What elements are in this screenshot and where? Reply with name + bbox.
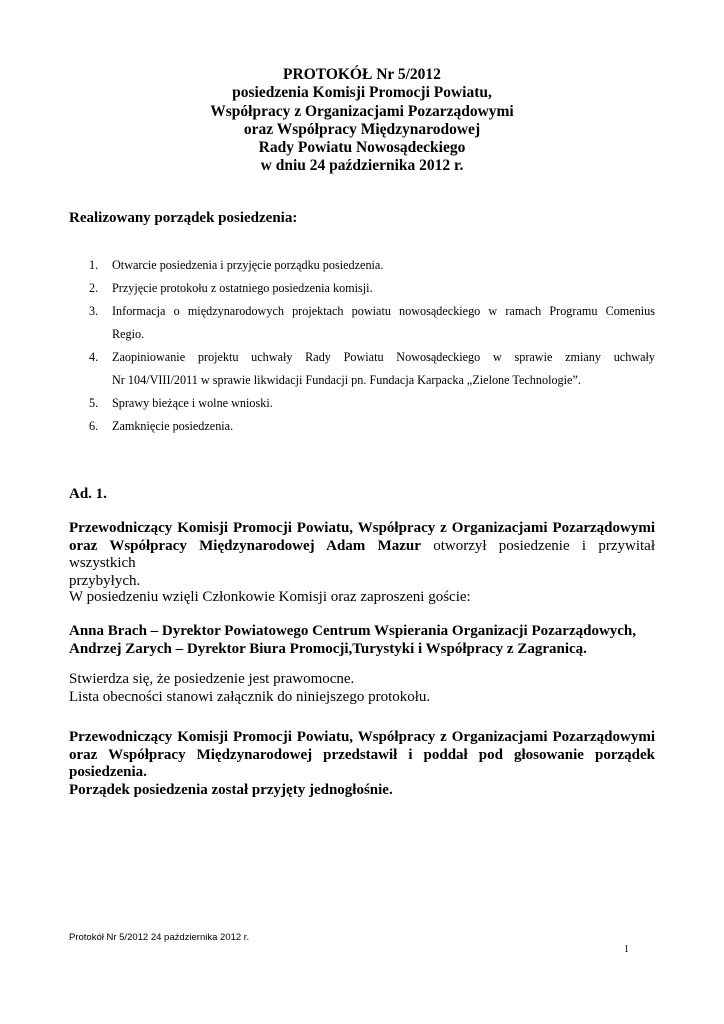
agenda-item-text: Zaopiniowanie projektu uchwały Rady Powiatu Nowosądeckiego w sprawie zmiany uchwały (112, 350, 655, 364)
agenda-item (69, 392, 655, 415)
agenda-item-text: Nr 104/VIII/2011 w sprawie likwidacji Fundacji pn. Fundacja Karpacka „Zielone Technologie”. (112, 373, 581, 387)
paragraph-line: Porządek posiedzenia został przyjęty jednogłośnie. (69, 781, 393, 798)
agenda-heading: Realizowany porządek posiedzenia: (69, 210, 298, 226)
paragraph-line: Stwierdza się, że posiedzenie jest prawomocne. (69, 671, 355, 687)
attendance-intro: W posiedzeniu wzięli Członkowie Komisji oraz zaproszeni goście: (69, 589, 471, 605)
agenda-item-text: Otwarcie posiedzenia i przyjęcie porządku posiedzenia. (112, 258, 384, 272)
paragraph-line: Przewodniczący Komisji Promocji Powiatu, Współpracy z Organizacjami Pozarządowymi (69, 520, 655, 536)
title-line: posiedzenia Komisji Promocji Powiatu, (232, 84, 492, 102)
quorum-paragraph (69, 671, 655, 706)
guests-list (69, 623, 655, 658)
agenda-item (69, 277, 655, 300)
ad1-heading: Ad. 1. (69, 486, 107, 502)
chairman-name: oraz Współpracy Międzynarodowej Adam Mazur (69, 537, 421, 554)
paragraph-line (69, 538, 655, 573)
page-footer: Protokół Nr 5/2012 24 października 2012 r. (69, 932, 250, 943)
agenda-item-text: Sprawy bieżące i wolne wnioski. (112, 396, 273, 410)
paragraph-text: otworzył posiedzenie i przywitał wszystkich (69, 537, 655, 571)
agenda-item-number: 5. (89, 396, 99, 410)
agenda-list (69, 254, 655, 438)
title-line: Rady Powiatu Nowosądeckiego (258, 139, 466, 157)
agenda-item-number: 4. (89, 350, 99, 364)
agenda-item (69, 346, 655, 392)
paragraph-line: Lista obecności stanowi załącznik do niniejszego protokołu. (69, 688, 431, 705)
guest-entry: Andrzej Zarych – Dyrektor Biura Promocji,Turystyki i Współpracy z Zagranicą. (69, 640, 587, 657)
page-number: 1 (624, 944, 629, 955)
agenda-item-number: 6. (89, 419, 99, 433)
document-title (0, 66, 724, 176)
agenda-item-text: Zamknięcie posiedzenia. (112, 419, 234, 433)
paragraph-line: posiedzenia. (69, 764, 147, 780)
paragraph-line: przybyłych. (69, 572, 141, 589)
title-line: oraz Współpracy Międzynarodowej (243, 120, 481, 138)
agenda-item (69, 254, 655, 277)
agenda-item-number: 2. (89, 281, 99, 295)
agenda-item-text: Informacja o międzynarodowych projektach powiatu nowosądeckiego w ramach Programu Comenius (112, 304, 655, 318)
guest-entry: Anna Brach – Dyrektor Powiatowego Centrum Wspierania Organizacji Pozarządowych, (69, 623, 637, 639)
title-line: w dniu 24 października 2012 r. (260, 157, 464, 175)
agenda-item-text: Regio. (112, 327, 145, 341)
agenda-vote-paragraph (69, 729, 655, 799)
agenda-item (69, 415, 655, 438)
paragraph-line: oraz Współpracy Międzynarodowej przedstawił i poddał pod głosowanie porządek (69, 746, 655, 763)
agenda-item-text: Przyjęcie protokołu z ostatniego posiedzenia komisji. (112, 281, 373, 295)
title-line: Współpracy z Organizacjami Pozarządowymi (210, 102, 514, 120)
title-line: PROTOKÓŁ Nr 5/2012 (283, 66, 441, 83)
agenda-item (69, 300, 655, 346)
agenda-item-number: 1. (89, 258, 99, 272)
paragraph-line: Przewodniczący Komisji Promocji Powiatu, Współpracy z Organizacjami Pozarządowymi (69, 729, 655, 745)
opening-paragraph (69, 520, 655, 590)
agenda-item-number: 3. (89, 304, 99, 318)
